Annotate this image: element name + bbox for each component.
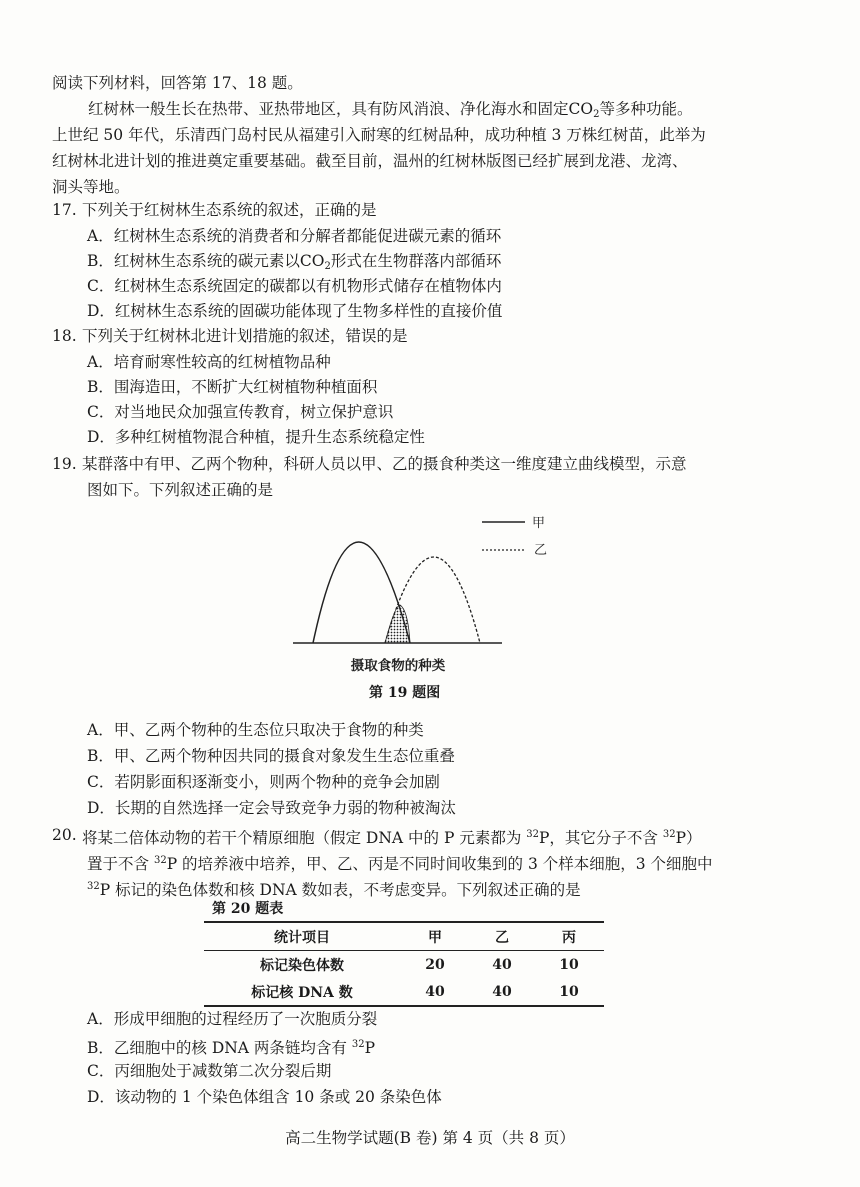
question-19-option-c: C．若阴影面积逐渐变小，则两个物种的竞争会加剧 — [87, 773, 440, 791]
table-cell: 40 — [492, 983, 512, 1000]
question-17-option-a: A．红树林生态系统的消费者和分解者都能促进碳元素的循环 — [87, 227, 502, 245]
niche-curve-diagram — [270, 505, 590, 690]
question-17-option-b: B．红树林生态系统的碳元素以$CO_2$形式在生物群落内部循环 — [87, 252, 502, 272]
question-20-number: 20. — [52, 826, 77, 844]
question-17-stem: 下列关于红树林生态系统的叙述，正确的是 — [82, 201, 377, 219]
table-cell: 40 — [492, 956, 512, 973]
table-header-cell: 统计项目 — [274, 929, 330, 946]
overlap-shaded-area — [385, 605, 410, 643]
question-18-number: 18. — [52, 327, 77, 345]
table-cell: 10 — [559, 983, 579, 1000]
question-20-option-b: B．乙细胞中的核 DNA 两条链均含有 $^{32}$P — [87, 1039, 376, 1057]
table-header-row — [204, 922, 604, 951]
question-20-option-a: A．形成甲细胞的过程经历了一次胞质分裂 — [87, 1010, 378, 1028]
reading-paragraph-line-2: 上世纪 50 年代，乐清西门岛村民从福建引入耐寒的红树品种，成功种植 3 万株红树苗，此举为 — [52, 126, 706, 144]
question-20-option-c: C．丙细胞处于减数第二次分裂后期 — [87, 1062, 332, 1080]
table-header-cell: 甲 — [428, 929, 442, 946]
legend-dashed-label: 乙 — [534, 543, 548, 558]
table-cell: 40 — [425, 983, 445, 1000]
question-20-table — [204, 921, 604, 1007]
x-axis-label: 摄取食物的种类 — [350, 658, 446, 674]
table-header-cell: 丙 — [562, 929, 576, 946]
question-19-stem-line-1: 某群落中有甲、乙两个物种，科研人员以甲、乙的摄食种类这一维度建立曲线模型，示意 — [82, 455, 687, 473]
figure-19-caption: 第 19 题图 — [369, 685, 441, 701]
reading-paragraph-line-1: 红树林一般生长在热带、亚热带地区，具有防风消浪、净化海水和固定$CO_2$等多种功能。 — [88, 100, 693, 120]
question-19-option-d: D．长期的自然选择一定会导致竞争力弱的物种被淘汰 — [87, 799, 456, 817]
reading-paragraph-line-4: 洞头等地。 — [52, 178, 130, 196]
question-20-stem-line-3: $^{32}$P 标记的染色体数和核 DNA 数如表，不考虑变异。下列叙述正确的是 — [87, 881, 581, 899]
question-17-option-d: D．红树林生态系统的固碳功能体现了生物多样性的直接价值 — [87, 302, 503, 320]
table-header-cell: 乙 — [495, 929, 509, 946]
question-19-stem-line-2: 图如下。下列叙述正确的是 — [87, 481, 274, 499]
question-18-option-d: D．多种红树植物混合种植，提升生态系统稳定性 — [87, 428, 425, 446]
question-20-stem-line-1: 将某二倍体动物的若干个精原细胞（假定 DNA 中的 P 元素都为 $^{32}$P，其它分子不含 $^{32}$P） — [82, 829, 702, 847]
table-row — [204, 978, 604, 1006]
question-18-option-b: B．围海造田，不断扩大红树植物种植面积 — [87, 378, 378, 396]
reading-lead: 阅读下列材料，回答第 17、18 题。 — [52, 74, 303, 92]
question-19-option-a: A．甲、乙两个物种的生态位只取决于食物的种类 — [87, 721, 424, 739]
question-19-option-b: B．甲、乙两个物种因共同的摄食对象发生生态位重叠 — [87, 747, 455, 765]
question-18-stem: 下列关于红树林北进计划措施的叙述，错误的是 — [82, 327, 408, 345]
table-cell: 标记核 DNA 数 — [251, 984, 353, 1001]
table-cell: 标记染色体数 — [260, 957, 344, 974]
question-17-option-c: C．红树林生态系统固定的碳都以有机物形式储存在植物体内 — [87, 277, 502, 295]
table-20-caption: 第 20 题表 — [212, 901, 284, 917]
legend-solid-label: 甲 — [532, 516, 546, 531]
question-19-number: 19. — [52, 455, 77, 473]
question-20-option-d: D．该动物的 1 个染色体组含 10 条或 20 条染色体 — [87, 1088, 442, 1106]
table-cell: 10 — [559, 956, 579, 973]
page-footer: 高二生物学试题(B 卷) 第 4 页（共 8 页） — [285, 1129, 575, 1147]
question-20-stem-line-2: 置于不含 $^{32}$P 的培养液中培养，甲、乙、丙是不同时间收集到的 3 个样本细胞，3 个细胞中 — [87, 855, 713, 873]
question-18-option-a: A．培育耐寒性较高的红树植物品种 — [87, 353, 331, 371]
table-cell: 20 — [425, 956, 445, 973]
question-18-option-c: C．对当地民众加强宣传教育，树立保护意识 — [87, 403, 394, 421]
reading-paragraph-line-3: 红树林北进计划的推进奠定重要基础。截至目前，温州的红树林版图已经扩展到龙港、龙湾、 — [52, 152, 688, 170]
question-17-number: 17. — [52, 201, 77, 219]
table-row — [204, 951, 604, 979]
